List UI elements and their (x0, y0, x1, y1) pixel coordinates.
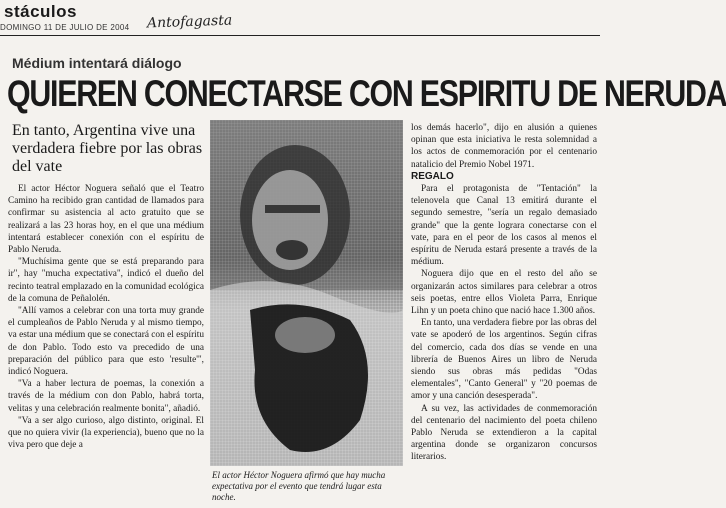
dateline: DOMINGO 11 DE JULIO DE 2004 (0, 23, 130, 32)
section-label: stáculos (4, 2, 77, 21)
subhead: En tanto, Argentina vive una verdadera fiebre por las obras del vate (12, 122, 203, 175)
handwritten-note: Antofagasta (146, 12, 233, 32)
paragraph: En tanto, una verdadera fiebre por las obras del vate se apoderó de los argentinos. Según cifras del comercio, cada dos días se vende en una librería de Buenos Aires un libro de Neruda siendo sus obras más pedidas "Odas elementales", "Canto General" y "20 poemas de amor y una canción desesperada". (411, 318, 597, 402)
article-column-3 (411, 122, 597, 464)
kicker: Médium intentará diálogo (12, 55, 182, 71)
paragraph: "Va a haber lectura de poemas, la conexión a través de la médium con don Pablo, habrá torta, velitas y una celebración realmente bonita", añadió. (8, 379, 204, 414)
paragraph: los demás hacerlo", dijo en alusión a quienes opinan que esta iniciativa le resta solemnidad a los actos de conmemoración por el centenario natalicio del Premio Nobel 1971. (411, 123, 597, 170)
paragraph: "Muchísima gente que se está preparando para ir", hay "mucha expectativa", indicó el dueño del recinto teatral emplazado en la comunidad ecológica de la comuna de Peñalolén. (8, 257, 204, 304)
paragraph: Para el protagonista de "Tentación" la telenovela que Canal 13 emitirá durante el segundo semestre, "sería un regalo demasiado grande" que la gente lograra conectarse con el vate, para en el peor de los casos al menos el espíritu de Neruda estará presente a través de la médium. (411, 184, 597, 268)
photo-caption: El actor Héctor Noguera afirmó que hay mucha expectativa por el evento que tendrá lugar esta noche. (212, 470, 386, 502)
portrait-illustration (210, 120, 403, 466)
paragraph: A su vez, las actividades de conmemoración del centenario del nacimiento del poeta chileno Pablo Neruda se extendieron a la capital argentina donde se organizaron concursos literarios. (411, 403, 597, 463)
paragraph: Noguera dijo que en el resto del año se organizarán actos similares para celebrar a otros seis poetas, entre ellos Violeta Parra, Enrique Lihn y un poeta chino que nació hace 1.300 años. (411, 269, 597, 317)
article-photo (210, 120, 403, 466)
paragraph: "Allí vamos a celebrar con una torta muy grande el cumpleaños de Pablo Neruda y al mismo tiempo, va estar una médium que se conectará con el espíritu de don Pablo. Todo esto va precedido de una preparación del público para que esto 'resulte'", indicó Noguera. (8, 306, 204, 378)
subsection-heading: REGALO (411, 170, 454, 182)
headline: QUIEREN CONECTARSE CON ESPIRITU DE NERUDA (7, 73, 726, 114)
header-rule (0, 35, 600, 36)
paragraph: "Va a ser algo curioso, algo distinto, original. El que no quiera vivir (la experiencia), bueno que no la viva pero que deje a (8, 415, 204, 451)
paragraph: El actor Héctor Noguera señaló que el Teatro Camino ha recibido gran cantidad de llamados para confirmar su asistencia al acto gratuito que se realizará a las 23 horas hoy, en el que una médium intentará establecer conexión con el espíritu de Pablo Neruda. (8, 184, 204, 256)
article-column-1 (8, 183, 204, 451)
